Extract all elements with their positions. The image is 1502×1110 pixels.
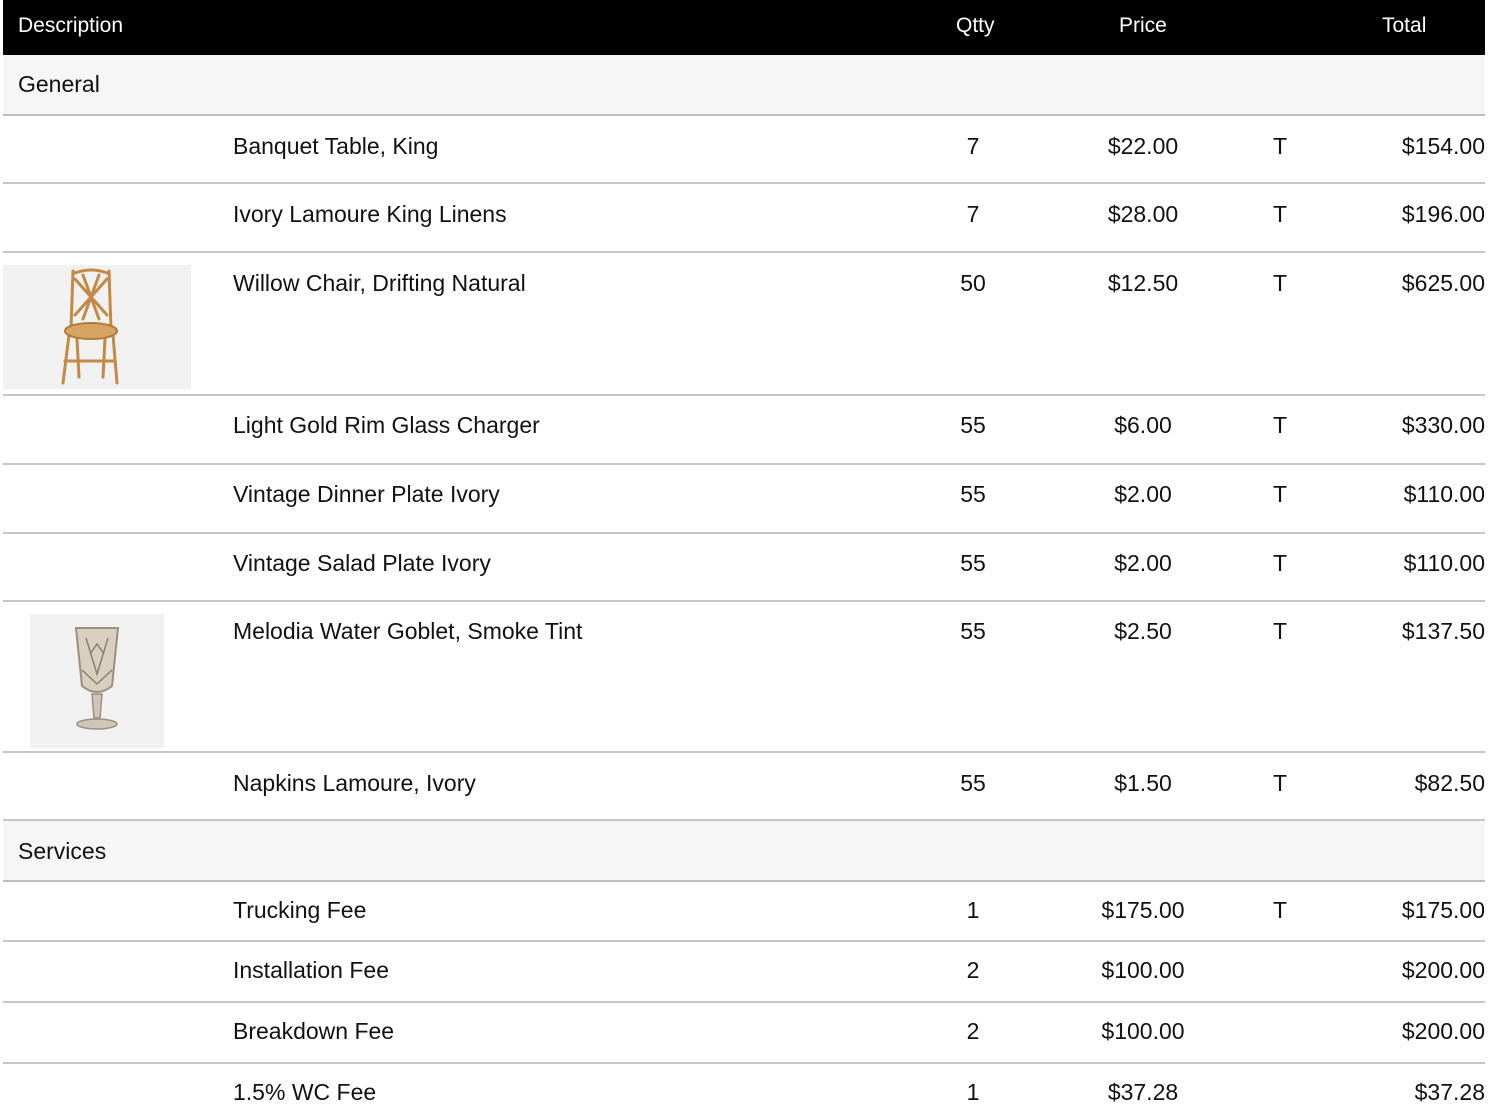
item-qty: 1 [966,897,980,923]
item-price: $2.00 [1114,481,1172,507]
item-tax-flag: T [1272,412,1288,438]
item-price: $100.00 [1101,1018,1185,1044]
table-row [3,184,1485,253]
table-row [3,116,1485,184]
item-total: $82.50 [1414,770,1485,796]
invoice-table [3,0,1485,1109]
column-header-price: Price [1119,14,1167,37]
item-total: $625.00 [1401,270,1485,296]
item-qty: 50 [960,270,986,296]
item-description: Melodia Water Goblet, Smoke Tint [233,618,583,644]
item-tax-flag: T [1272,201,1288,227]
item-tax-flag: T [1272,897,1288,923]
item-price: $28.00 [1107,201,1179,227]
item-price: $100.00 [1101,957,1185,983]
item-total: $110.00 [1403,550,1485,576]
item-description: Ivory Lamoure King Linens [233,201,507,227]
column-header-total: Total [1382,14,1427,37]
item-qty: 7 [966,201,980,227]
item-tax-flag: T [1272,481,1288,507]
item-price: $22.00 [1107,133,1179,159]
item-total: $196.00 [1401,201,1485,227]
item-price: $6.00 [1114,412,1172,438]
table-row [3,882,1485,942]
item-description: 1.5% WC Fee [233,1079,377,1105]
item-tax-flag: T [1272,618,1288,644]
chair-image [3,265,191,389]
item-total: $200.00 [1401,957,1485,983]
item-tax-flag: T [1272,770,1288,796]
goblet-image [30,614,164,748]
table-row [3,602,1485,753]
group-title: Services [18,838,107,864]
item-price: $2.00 [1114,550,1172,576]
item-total: $110.00 [1403,481,1485,507]
item-price: $175.00 [1101,897,1185,923]
item-description: Vintage Salad Plate Ivory [233,550,491,576]
item-total: $137.50 [1401,618,1485,644]
table-row [3,1064,1485,1109]
group-header-services [3,821,1485,882]
item-description: Willow Chair, Drifting Natural [233,270,526,296]
item-description: Napkins Lamoure, Ivory [233,770,476,796]
item-price: $2.50 [1114,618,1172,644]
item-price: $37.28 [1107,1079,1179,1105]
item-qty: 55 [960,618,986,644]
item-qty: 2 [966,957,980,983]
item-qty: 55 [960,770,986,796]
table-row [3,534,1485,602]
item-total: $330.00 [1401,412,1485,438]
group-title: General [18,71,100,97]
item-total: $154.00 [1401,133,1485,159]
item-tax-flag: T [1272,133,1288,159]
item-qty: 7 [966,133,980,159]
table-row [3,396,1485,465]
item-total: $200.00 [1401,1018,1485,1044]
item-qty: 1 [966,1079,980,1105]
table-row [3,1003,1485,1064]
item-description: Banquet Table, King [233,133,439,159]
group-header-general [3,55,1485,116]
wooden-chair-icon [3,265,191,389]
item-price: $1.50 [1114,770,1172,796]
table-row [3,465,1485,534]
item-tax-flag: T [1272,270,1288,296]
item-price: $12.50 [1107,270,1179,296]
item-qty: 2 [966,1018,980,1044]
table-row [3,753,1485,821]
crystal-goblet-icon [30,614,164,748]
item-description: Vintage Dinner Plate Ivory [233,481,500,507]
item-tax-flag: T [1272,550,1288,576]
item-total: $175.00 [1401,897,1485,923]
column-header-description: Description [18,14,124,37]
item-total: $37.28 [1414,1079,1485,1105]
item-description: Breakdown Fee [233,1018,395,1044]
column-header-qty: Qtty [956,14,995,37]
item-description: Installation Fee [233,957,389,983]
item-qty: 55 [960,550,986,576]
item-description: Trucking Fee [233,897,367,923]
table-header [3,0,1485,55]
item-description: Light Gold Rim Glass Charger [233,412,540,438]
table-row [3,942,1485,1003]
item-qty: 55 [960,481,986,507]
item-qty: 55 [960,412,986,438]
table-row [3,253,1485,396]
